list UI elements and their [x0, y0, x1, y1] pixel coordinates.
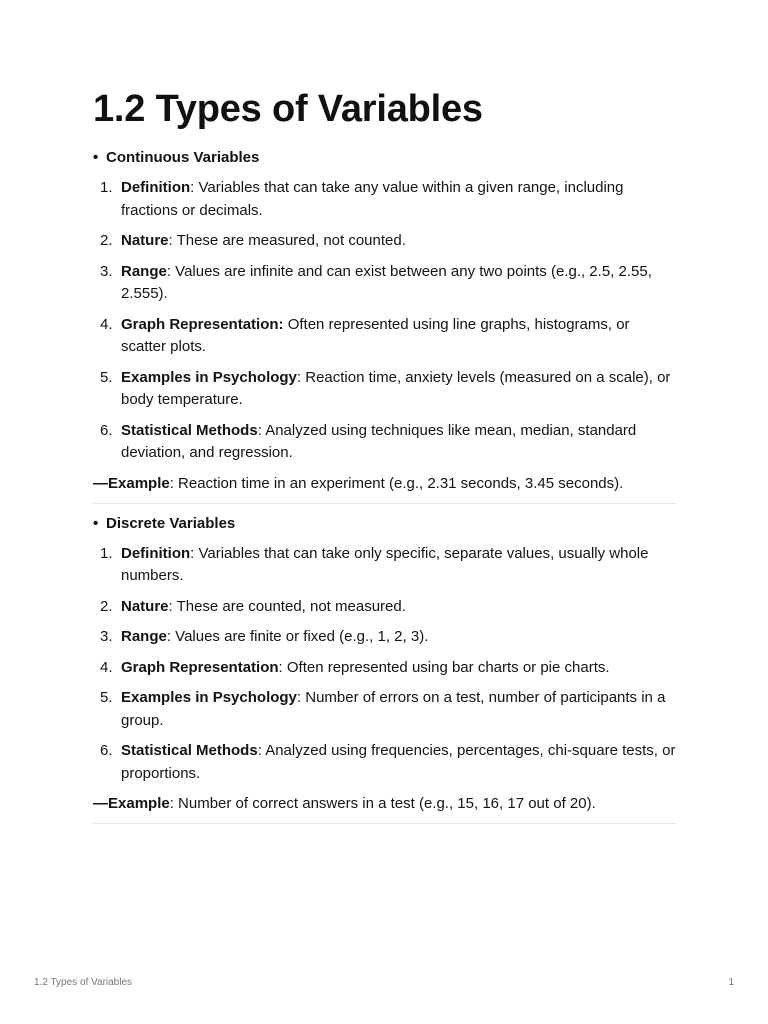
continuous-list — [93, 177, 676, 465]
list-item: 2. Nature: These are counted, not measured. — [100, 597, 406, 615]
bullet-icon: • — [93, 149, 99, 166]
footer-title: 1.2 Types of Variables — [34, 977, 133, 988]
continuous-section — [93, 147, 676, 495]
list-item: 3. Range: Values are infinite and can exist between any two points (e.g., 2.5, 2.55, 2.555). — [100, 262, 652, 302]
list-item: 5. Examples in Psychology: Number of errors on a test, number of participants in a group. — [100, 689, 666, 729]
example-line: —Example: Reaction time in an experiment (e.g., 2.31 seconds, 3.45 seconds). — [93, 474, 624, 492]
page-title: 1.2 Types of Variables — [93, 88, 483, 130]
section-divider — [93, 823, 676, 824]
bullet-icon: • — [93, 514, 99, 532]
section-divider — [93, 503, 676, 504]
page-number: 1 — [728, 977, 734, 988]
section-heading: • Discrete Variables — [93, 513, 676, 535]
section-heading: • Continuous Variables — [93, 147, 676, 169]
list-item: 3. Range: Values are finite or fixed (e.g., 1, 2, 3). — [100, 628, 429, 645]
list-item: 1. Definition: Variables that can take only specific, separate values, usually whole numbers. — [100, 544, 649, 584]
list-item: 6. Statistical Methods: Analyzed using techniques like mean, median, standard deviation, and regression. — [100, 421, 637, 461]
list-item: 2. Nature: These are measured, not counted. — [100, 232, 406, 249]
example-line: —Example: Number of correct answers in a test (e.g., 15, 16, 17 out of 20). — [93, 795, 596, 812]
list-item: 4. Graph Representation: Often represented using bar charts or pie charts. — [100, 658, 610, 676]
document-page — [93, 86, 676, 833]
discrete-section — [93, 513, 676, 816]
list-item: 1. Definition: Variables that can take any value within a given range, including fractions or decimals. — [100, 179, 624, 219]
list-item: 5. Examples in Psychology: Reaction time, anxiety levels (measured on a scale), or body temperature. — [100, 368, 671, 408]
discrete-list — [93, 543, 676, 786]
list-item: 6. Statistical Methods: Analyzed using frequencies, percentages, chi-square tests, or proportions. — [100, 742, 676, 782]
list-item: 4. Graph Representation: Often represented using line graphs, histograms, or scatter plots. — [100, 315, 630, 355]
